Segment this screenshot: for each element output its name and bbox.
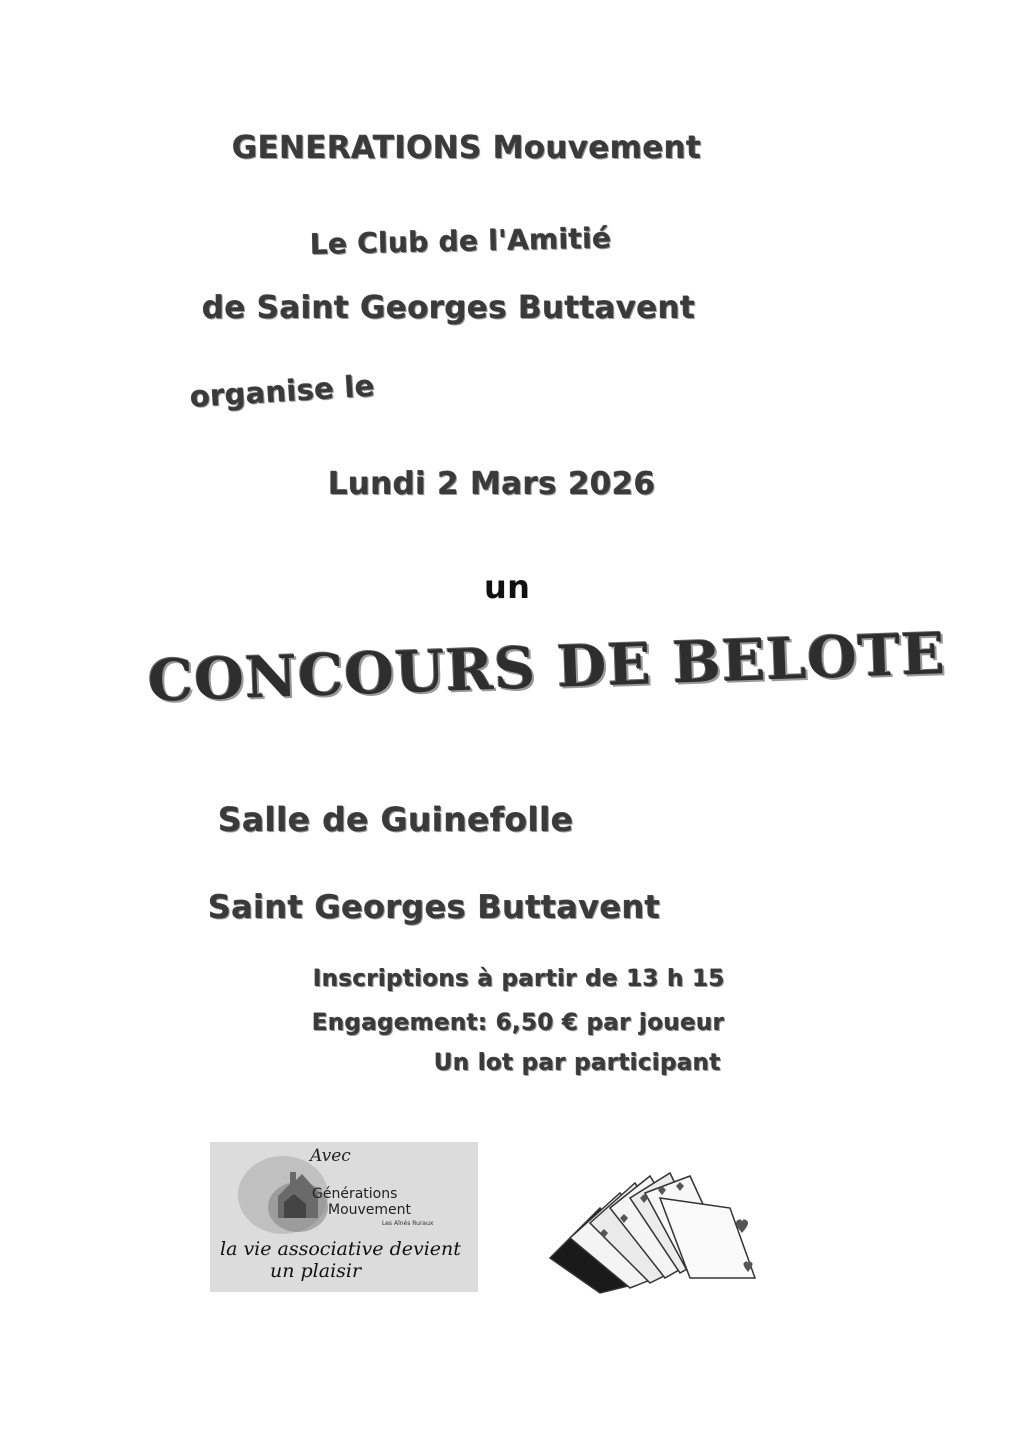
- un-text: un: [484, 568, 531, 606]
- logo-slogan-line1: la vie associative devient: [220, 1238, 461, 1260]
- playing-cards-fan-icon: [540, 1168, 770, 1298]
- organise-text: organise le: [188, 368, 376, 414]
- organisation-title: GENERATIONS Mouvement: [232, 130, 702, 166]
- inscriptions-info: Inscriptions à partir de 13 h 15: [313, 966, 725, 992]
- logo-name-line1: Générations: [312, 1186, 398, 1202]
- logo-name-line2: Mouvement: [328, 1202, 412, 1218]
- club-name-line2: de Saint Georges Buttavent: [202, 290, 696, 326]
- venue-town: Saint Georges Buttavent: [208, 888, 661, 926]
- event-title: CONCOURS DE BELOTE: [146, 620, 947, 715]
- logo-slogan-line2: un plaisir: [270, 1260, 362, 1282]
- venue-name: Salle de Guinefolle: [218, 800, 574, 839]
- logo-avec-text: Avec: [310, 1146, 351, 1166]
- club-name-line1: Le Club de l'Amitié: [309, 221, 612, 261]
- engagement-info: Engagement: 6,50 € par joueur: [312, 1010, 725, 1036]
- logo-subtitle: Les Aînés Ruraux: [382, 1220, 434, 1227]
- event-date: Lundi 2 Mars 2026: [328, 466, 656, 502]
- prize-info: Un lot par participant: [434, 1050, 721, 1076]
- generations-mouvement-logo: [210, 1142, 478, 1292]
